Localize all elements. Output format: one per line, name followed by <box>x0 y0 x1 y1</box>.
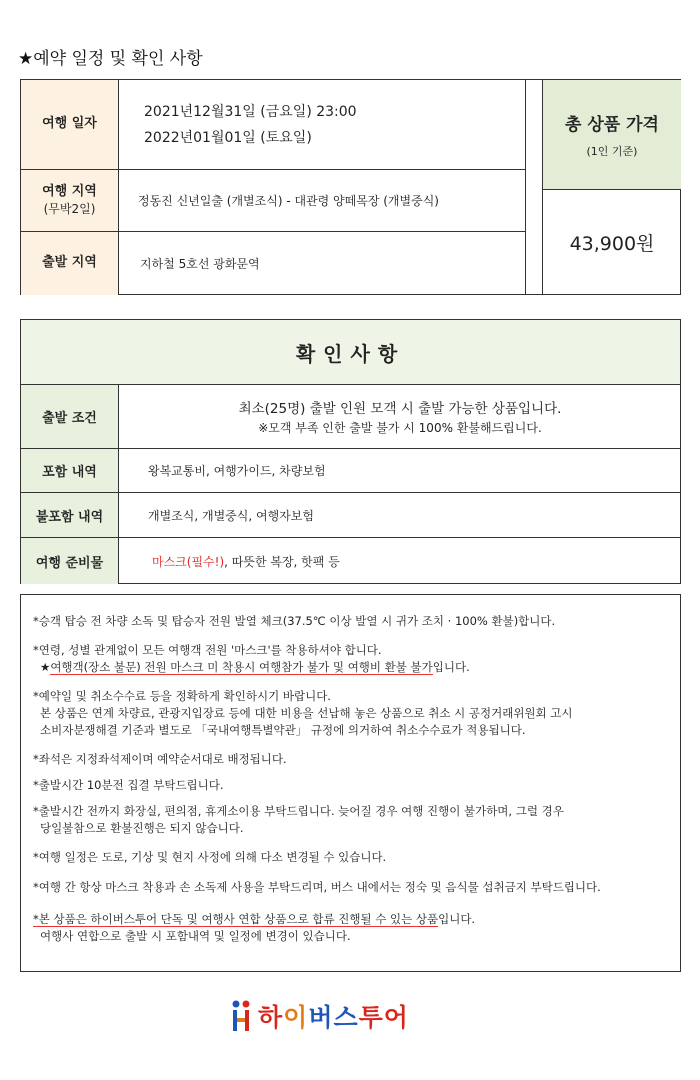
note-2-line-1: *연령, 성별 관계없이 모든 여행객 전원 '마스크'를 착용하셔야 합니다. <box>33 643 382 657</box>
prep-label: 여행 준비물 <box>21 538 119 584</box>
condition-line-2: ※모객 부족 인한 출발 불가 시 100% 환불해드립니다. <box>258 421 542 435</box>
schedule-row-departure <box>21 232 525 295</box>
logo-text: 하이버스투어 <box>258 1003 409 1032</box>
note-9 <box>33 911 672 945</box>
exclude-value: 개별조식, 개별중식, 여행자보험 <box>148 508 314 523</box>
departure-value: 지하철 5호선 광화문역 <box>140 257 260 271</box>
section-title: ★예약 일정 및 확인 사항 <box>18 49 203 69</box>
note-9-line-1: *본 상품은 하이버스투어 단독 및 여행사 연합 상품으로 합류 진행될 수 있는 상품입니다. <box>33 912 476 926</box>
prep-rest: , 따뜻한 복장, 핫팩 등 <box>224 554 340 569</box>
note-9-underlined: 본 상품은 하이버스투어 단독 및 여행사 연합 상품으로 합류 진행될 수 있는 상품 <box>38 912 439 926</box>
prep-highlight: 마스크(필수!) <box>152 554 225 569</box>
confirm-table <box>20 319 681 584</box>
include-value: 왕복교통비, 여행가이드, 차량보험 <box>148 464 326 478</box>
confirm-row-prep <box>21 538 680 584</box>
person-logo-icon <box>228 999 254 1033</box>
exclude-label: 불포함 내역 <box>21 493 119 537</box>
note-3-line-1: *예약일 및 취소수수료 등을 정확하게 확인하시기 바랍니다. <box>33 689 331 703</box>
note-6 <box>33 803 672 837</box>
region-label <box>21 170 119 231</box>
note-5: *출발시간 10분전 집결 부탁드립니다. <box>33 778 224 792</box>
confirm-row-condition <box>21 385 680 449</box>
confirm-row-include <box>21 449 680 493</box>
note-6-line-1: *출발시간 전까지 화장실, 편의점, 휴게소이용 부탁드립니다. 늦어질 경우 여행 진행이 불가하며, 그럴 경우 <box>33 804 564 818</box>
region-label-1: 여행 지역 <box>42 184 97 199</box>
note-3 <box>33 688 672 739</box>
note-3-line-3: 소비자분쟁해결 기준과 별도로 「국내여행특별약관」 규정에 의거하여 취소수수료가 적용됩니다. <box>40 723 526 737</box>
confirm-title-text: 확인사항 <box>295 341 406 366</box>
note-2-underlined: 여행객(장소 불문) 전원 마스크 미 착용시 여행참가 불가 및 여행비 환불 불가 <box>50 660 433 674</box>
note-1: *승객 탑승 전 차량 소독 및 탑승자 전원 발열 체크(37.5℃ 이상 발열 시 귀가 조치 · 100% 환불)합니다. <box>33 614 556 628</box>
condition-label: 출발 조건 <box>21 385 119 448</box>
brand-logo <box>228 996 438 1036</box>
condition-line-1: 최소(25명) 출발 인원 모객 시 출발 가능한 상품입니다. <box>238 401 562 417</box>
price-value: 43,900원 <box>569 233 655 255</box>
note-3-line-2: 본 상품은 연계 차량료, 관광지입장료 등에 대한 비용을 선납해 놓은 상품으로 취소 시 공정거래위원회 고시 <box>40 706 573 720</box>
price-header <box>543 80 681 190</box>
schedule-row-date <box>21 80 525 170</box>
confirm-title <box>21 320 680 385</box>
date-line-1: 2021년12월31일 (금요일) 23:00 <box>144 103 357 120</box>
confirm-row-exclude <box>21 493 680 538</box>
price-title: 총 상품 가격 <box>565 115 659 135</box>
departure-label: 출발 지역 <box>21 232 119 295</box>
note-7: *여행 일정은 도로, 기상 및 현지 사정에 의해 다소 변경될 수 있습니다. <box>33 850 387 864</box>
note-6-line-2: 당일불참으로 환불진행은 되지 않습니다. <box>40 821 244 835</box>
schedule-row-region <box>21 170 525 232</box>
note-8: *여행 간 항상 마스크 착용과 손 소독제 사용을 부탁드리며, 버스 내에서는 정숙 및 음식물 섭취금지 부탁드립니다. <box>33 880 601 894</box>
note-2 <box>33 642 672 676</box>
date-label: 여행 일자 <box>21 80 119 169</box>
note-2-line-2: ★여행객(장소 불문) 전원 마스크 미 착용시 여행참가 불가 및 여행비 환불 불가입니다. <box>40 660 470 674</box>
column-divider <box>525 80 543 294</box>
price-subtitle: (1인 기준) <box>586 145 638 158</box>
date-line-2: 2022년01월01일 (토요일) <box>144 129 312 146</box>
schedule-table <box>20 79 681 295</box>
region-value: 정동진 신년일출 (개별조식) - 대관령 양떼목장 (개별중식) <box>138 194 439 208</box>
include-label: 포함 내역 <box>21 449 119 492</box>
notes-box <box>20 594 681 972</box>
note-9-line-2: 여행사 연합으로 출발 시 포함내역 및 일정에 변경이 있습니다. <box>40 929 351 943</box>
note-4: *좌석은 지정좌석제이며 예약순서대로 배정됩니다. <box>33 752 287 766</box>
region-label-2: (무박2일) <box>43 202 96 217</box>
